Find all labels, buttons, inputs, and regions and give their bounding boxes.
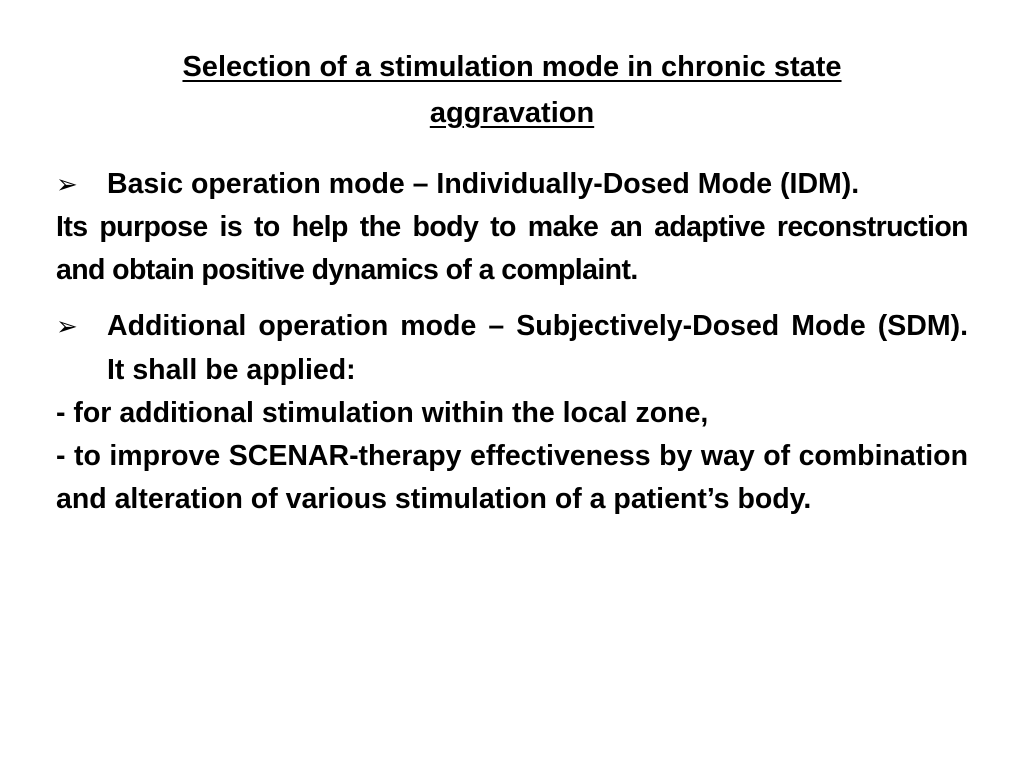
arrow-bullet-icon: ➢	[56, 169, 78, 199]
sdm-item-effectiveness: - to improve SCENAR-therapy effectiveness by way of combination and alteration of various stimulation of a patient’s body.	[56, 440, 968, 515]
slide-title: Selection of a stimulation mode in chronic state aggravation	[182, 51, 842, 129]
bullet-additional-mode-text: Additional operation mode – Subjectively-Dosed Mode (SDM). It shall be applied:	[107, 310, 968, 386]
bullet-basic-mode	[56, 162, 968, 206]
spacer	[56, 292, 968, 304]
bullet-additional-mode	[56, 304, 968, 392]
slide-content	[56, 162, 968, 521]
idm-purpose-paragraph: Its purpose is to help the body to make an adaptive reconstruction and obtain positive dynamics of a complaint.	[56, 211, 968, 286]
sdm-item-local-zone: - for additional stimulation within the local zone,	[56, 397, 709, 429]
bullet-basic-mode-text: Basic operation mode – Individually-Dosed Mode (IDM).	[107, 168, 860, 200]
arrow-bullet-icon: ➢	[56, 311, 78, 341]
